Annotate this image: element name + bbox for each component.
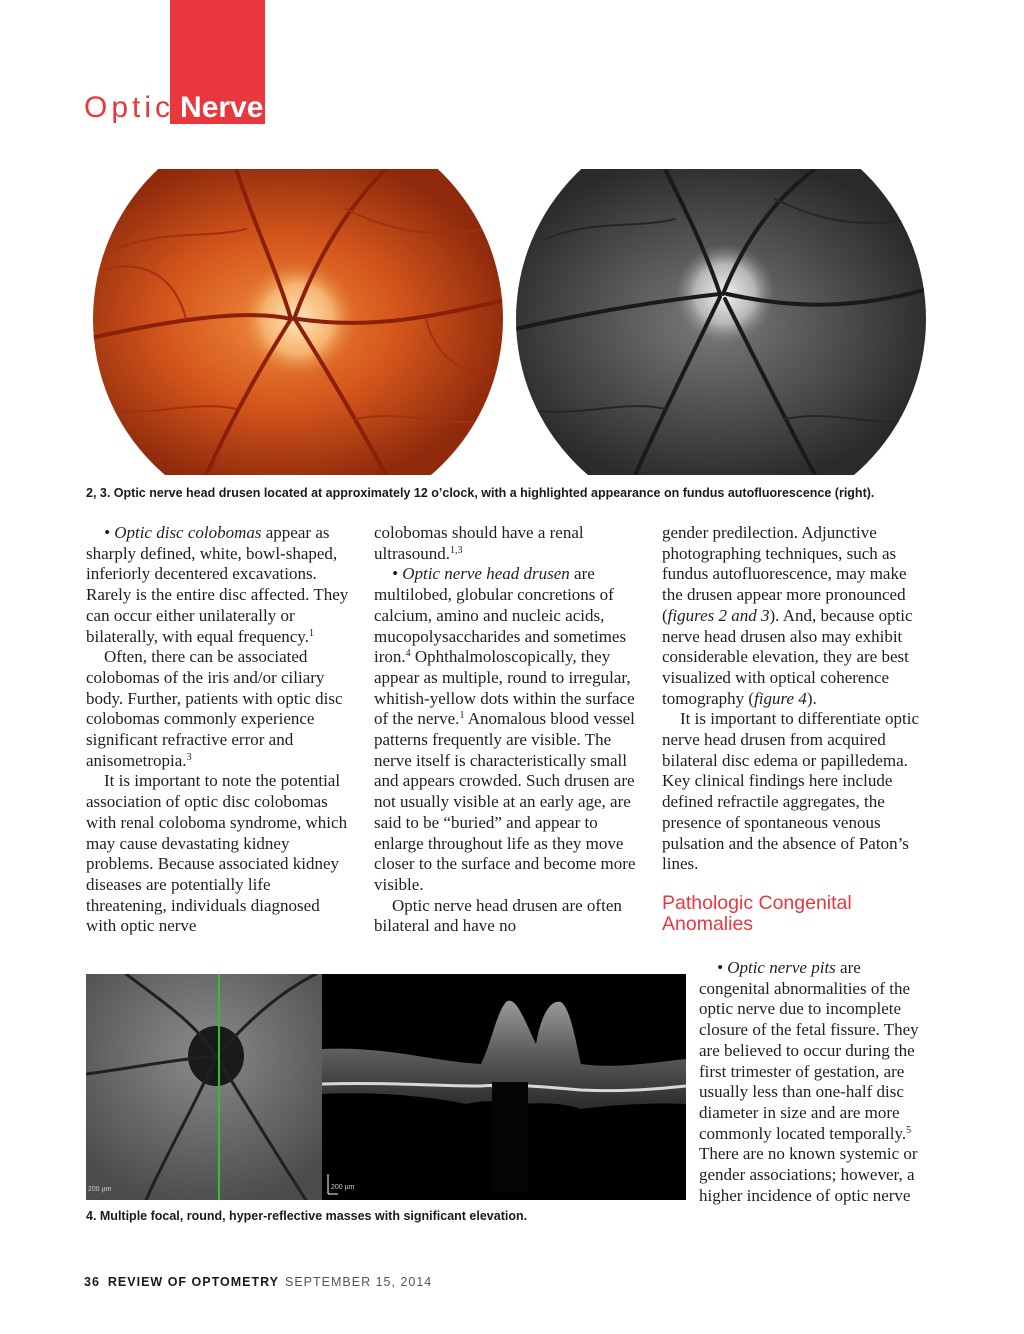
fundus-photo-color [86, 169, 509, 475]
subhead-pathologic-congenital-anomalies: Pathologic Congenital Anomalies [662, 891, 852, 935]
term-optic-disc-colobomas: • Optic disc colobomas [104, 523, 262, 542]
col2-paragraph-3: Optic nerve head drusen are often bilateral and have no [374, 895, 622, 936]
text-column-1 [86, 523, 351, 937]
figure-4-caption: 4. Multiple focal, round, hyper-reflective masses with significant elevation. [86, 1209, 528, 1223]
term-optic-nerve-head-drusen: • Optic nerve head drusen [392, 564, 570, 584]
figure-2-3-caption: 2, 3. Optic nerve head drusen located at approximately 12 o’clock, with a highlighted appearance on fundus autofluorescence (right). [86, 486, 875, 500]
text-column-3-continued [699, 958, 930, 1206]
page-footer [84, 1275, 432, 1289]
figure-4-oct [86, 974, 686, 1200]
col3-paragraph-1: gender predilection. Adjunctive photographing techniques, such as fundus autofluorescence, may make the drusen appear more pronounced (figures 2 and 3). And, because optic nerve head drusen also may exhibit considerable elevation, they are best visualized with optical coherence tomography (figure 4). [662, 523, 913, 708]
col1-paragraph-2: Often, there can be associated colobomas of the iris and/or ciliary body. Further, patients with optic disc colobomas commonly experience significant refractive error and anisometropia.$^3$ [86, 647, 343, 770]
section-word-nerve: Nerve [180, 91, 264, 124]
fundus-photo-autofluorescence [515, 169, 928, 475]
text-column-2 [374, 523, 636, 937]
col2-paragraph-1: colobomas should have a renal ultrasound.$^{1,3}$ [374, 523, 584, 563]
section-heading [84, 88, 263, 126]
col3-paragraph-3: • Optic nerve pits are congenital abnormalities of the optic nerve due to incomplete closure of the fetal fissure. They are believed to occur during the first trimester of gestation, are usually less than one-half disc diameter in size and are more commonly located temporally.$^5$ There are no known systemic or gender associations; however, a higher incidence of optic nerve [699, 958, 919, 1205]
col1-paragraph-1: • Optic disc colobomas appear as sharply defined, white, bowl-shaped, inferiorly decentered excavations. Rarely is the entire disc affected. They can occur either unilaterally or bilaterally, with equal frequency.$^1$ [86, 523, 349, 646]
col3-paragraph-2: It is important to differentiate optic nerve head drusen from acquired bilateral disc edema or papilledema. Key clinical findings here include defined refractile aggregates, the presence of spontaneous venous pulsation and the absence of Paton’s lines. [662, 709, 920, 874]
issue-date: SEPTEMBER 15, 2014 [285, 1275, 433, 1289]
text-column-3 [662, 523, 930, 939]
section-word-optic: Optic [84, 91, 175, 124]
term-optic-nerve-pits: • Optic nerve pits [717, 958, 836, 977]
magazine-name: REVIEW OF OPTOMETRY [107, 1275, 279, 1289]
col2-paragraph-2: • Optic nerve head drusen are multilobed, globular concretions of calcium, amino and nucleic acids, mucopolysaccharides and sometimes iron.$^4$ Ophthalmoloscopically, they appear as multiple, round to irregular, whitish-yellow dots within the surface of the nerve.$^1$ Anomalous blood vessel patterns frequently are visible. The nerve itself is characteristically small and appears crowded. Such drusen are not usually visible at an early age, are said to be “buried” and appear to enlarge throughout life as they move closer to the surface and become more visible. [374, 564, 636, 894]
page-number: 36 [84, 1275, 100, 1289]
scale-bar-label-left: 200 µm [88, 1186, 112, 1193]
col1-paragraph-3: It is important to note the potential association of optic disc colobomas with renal coloboma syndrome, which may cause devastating kidney problems. Because associated kidney diseases are potentially life threatening, individuals diagnosed with optic nerve [86, 771, 348, 936]
scale-bar-label-right: 200 µm [331, 1184, 355, 1191]
